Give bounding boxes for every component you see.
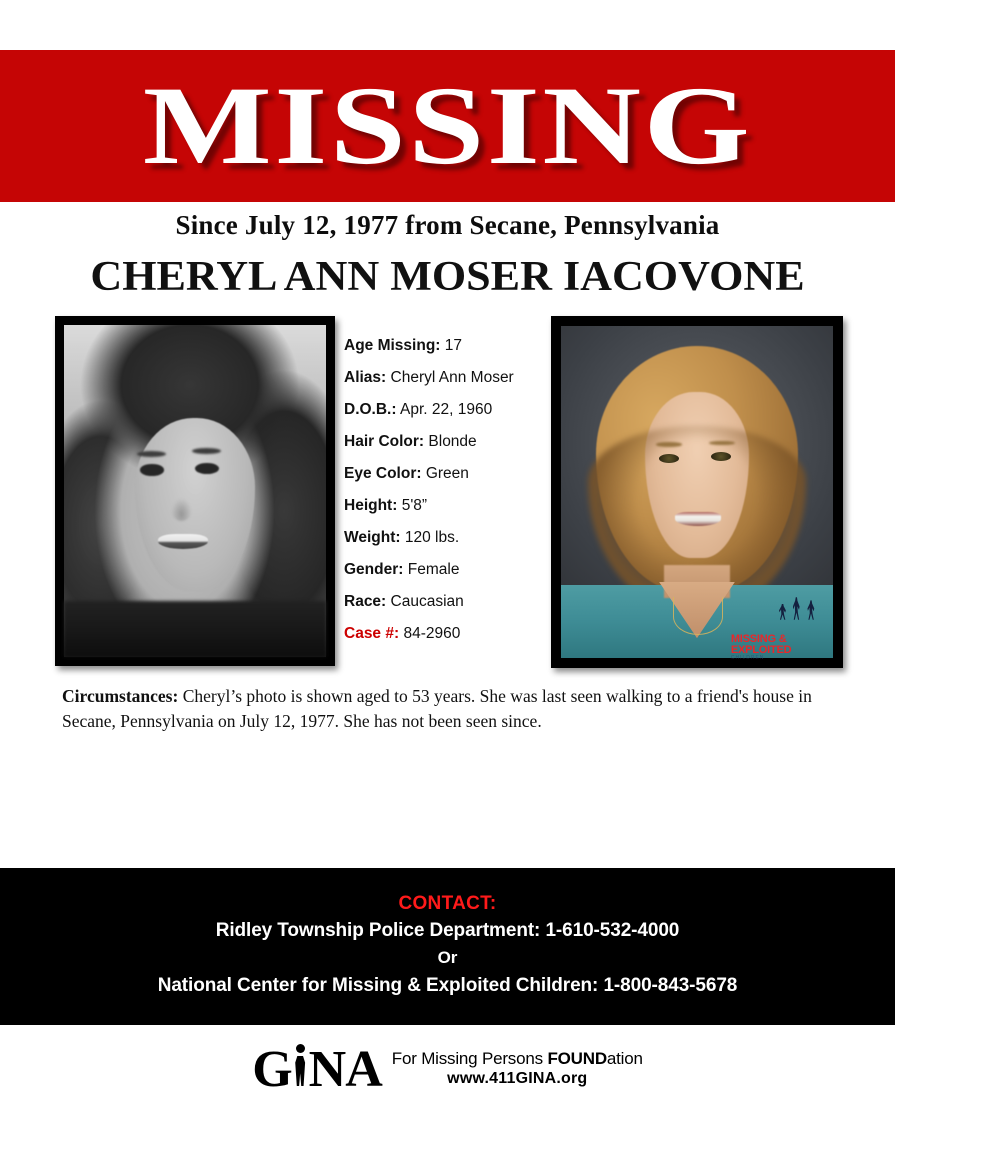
detail-value-height: 5'8” xyxy=(401,497,428,514)
detail-label-dob: D.O.B.: xyxy=(344,401,397,418)
detail-label-case-number: Case #: xyxy=(344,625,400,642)
circumstances-paragraph xyxy=(62,684,834,734)
gina-person-head-icon xyxy=(296,1044,305,1053)
detail-label-height: Height: xyxy=(344,497,398,514)
detail-row-eye-color xyxy=(344,458,550,490)
detail-value-dob: Apr. 22, 1960 xyxy=(399,401,493,418)
missing-banner xyxy=(0,50,895,202)
gina-tagline-plain-2: ation xyxy=(606,1048,643,1068)
detail-row-alias xyxy=(344,362,550,394)
bw-eye-right xyxy=(195,463,219,474)
ncmec-line-2: EXPLOITED xyxy=(730,644,792,657)
detail-row-weight xyxy=(344,522,550,554)
detail-label-age-missing: Age Missing: xyxy=(344,337,441,354)
gina-letter-g: G xyxy=(252,1041,292,1098)
photo-original-bw xyxy=(55,316,335,666)
bw-shoulder xyxy=(64,601,326,657)
contact-separator: Or xyxy=(437,948,458,967)
gina-wordmark xyxy=(252,1042,382,1096)
ncmec-red-text xyxy=(727,634,825,656)
contact-police-line: Ridley Township Police Department: 1-610-532-4000 xyxy=(215,920,680,941)
circumstances-label: Circumstances: xyxy=(62,686,179,706)
detail-row-height xyxy=(344,490,550,522)
gina-tagline-block xyxy=(392,1048,643,1091)
photo-age-progressed-inner xyxy=(561,326,833,662)
ncmec-figure-adult-icon xyxy=(793,597,801,620)
gina-person-icon xyxy=(292,1042,309,1086)
detail-row-age-missing xyxy=(344,330,550,362)
detail-label-hair-color: Hair Color: xyxy=(344,433,425,450)
detail-label-eye-color: Eye Color: xyxy=(344,465,422,482)
detail-row-race xyxy=(344,586,550,618)
bw-brow-right xyxy=(192,448,221,454)
gina-tagline-bold: FOUND xyxy=(547,1048,607,1068)
photo-age-progressed-color xyxy=(551,316,843,668)
detail-label-race: Race: xyxy=(344,593,387,610)
detail-value-eye-color: Green xyxy=(425,465,469,482)
circumstances-text: Cheryl’s photo is shown aged to 53 years. She was last seen walking to a friend's house in Secane, Pennsylvania on July 12, 1977. She has not been seen since. xyxy=(62,686,812,731)
gina-tagline xyxy=(392,1048,643,1069)
gina-website[interactable]: www.411GINA.org xyxy=(447,1069,588,1087)
detail-value-race: Caucasian xyxy=(390,593,464,610)
page-title: CHERYL ANN MOSER IACOVONE xyxy=(90,254,805,300)
contact-band xyxy=(0,868,895,1025)
detail-value-weight: 120 lbs. xyxy=(404,529,460,546)
detail-value-alias: Cheryl Ann Moser xyxy=(390,369,514,386)
detail-label-weight: Weight: xyxy=(344,529,401,546)
detail-value-hair-color: Blonde xyxy=(428,433,477,450)
gina-foundation-logo xyxy=(0,1038,895,1100)
bw-face xyxy=(135,418,256,591)
ncmec-figure-child-icon xyxy=(779,604,787,620)
gina-person-body-icon xyxy=(294,1056,307,1086)
bw-photo-image xyxy=(64,325,326,657)
ncmec-figures-icon xyxy=(778,597,821,620)
detail-row-dob xyxy=(344,394,550,426)
details-list xyxy=(344,330,550,650)
detail-row-hair-color xyxy=(344,426,550,458)
ncmec-figure-teen-icon xyxy=(807,600,815,619)
detail-value-case-number: 84-2960 xyxy=(403,625,461,642)
contact-title: CONTACT: xyxy=(398,893,497,914)
detail-row-case-number xyxy=(344,618,550,650)
detail-label-gender: Gender: xyxy=(344,561,404,578)
ncmec-bottom-text: CHILDREN xyxy=(730,655,765,662)
ncmec-line-1: MISSING & xyxy=(730,633,787,646)
gina-letters-na: NA xyxy=(308,1041,382,1098)
color-photo-image xyxy=(561,326,833,662)
since-line: Since July 12, 1977 from Secane, Pennsylvania xyxy=(175,210,720,240)
cp-necklace xyxy=(673,597,724,635)
detail-label-alias: Alias: xyxy=(344,369,387,386)
detail-value-age-missing: 17 xyxy=(444,337,463,354)
ncmec-watermark xyxy=(727,595,825,662)
gina-tagline-plain-1: For Missing Persons xyxy=(391,1048,548,1068)
detail-row-gender xyxy=(344,554,550,586)
bw-eye-left xyxy=(140,464,164,475)
detail-value-gender: Female xyxy=(407,561,460,578)
missing-headline: MISSING xyxy=(142,64,753,188)
contact-ncmec-line: National Center for Missing & Exploited Children: 1-800-843-5678 xyxy=(157,975,738,996)
photo-original-bw-inner xyxy=(64,325,326,657)
